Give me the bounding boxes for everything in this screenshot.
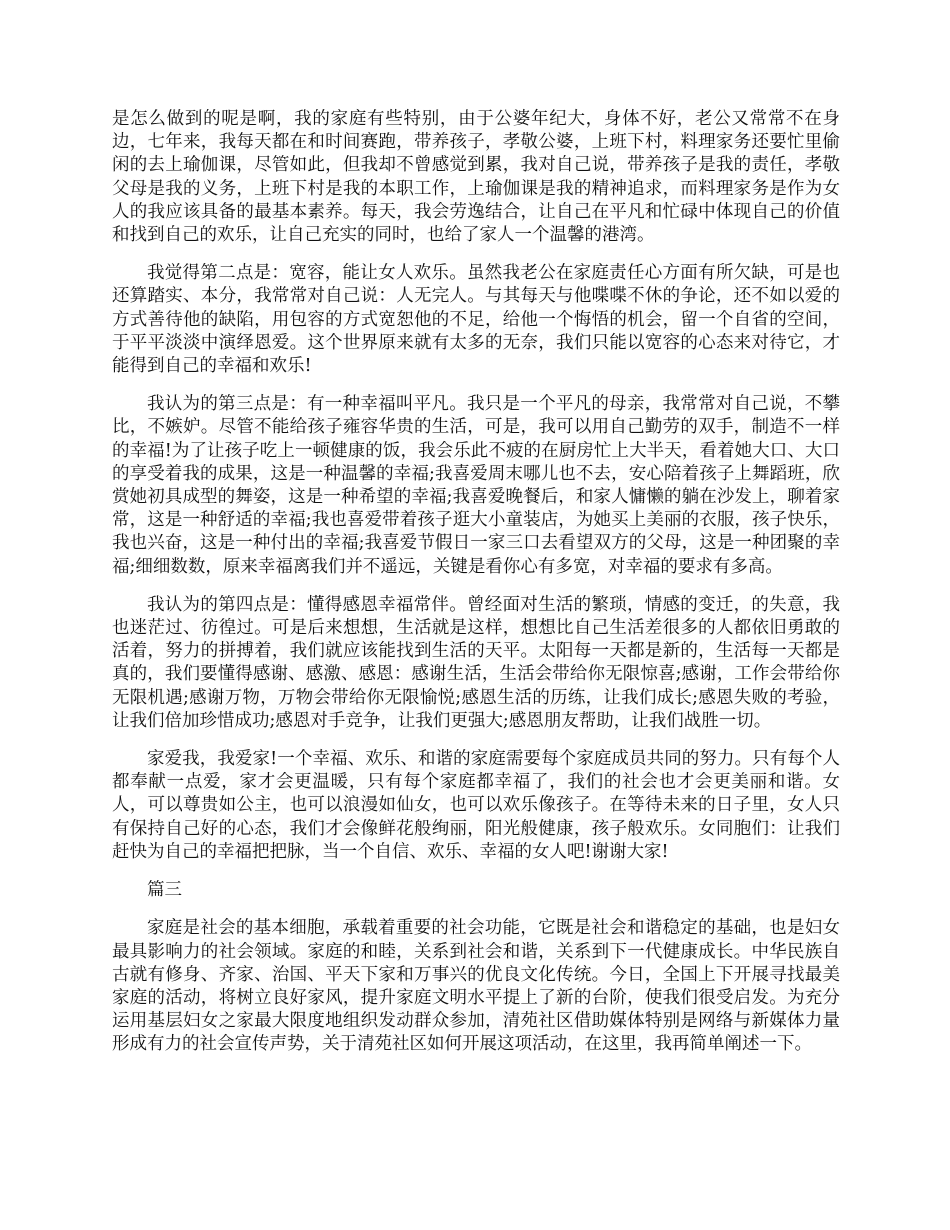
paragraph-family-basic-cell: 家庭是社会的基本细胞，承载着重要的社会功能，它既是社会和谐稳定的基础，也是妇女最具影响力的社会领域。家庭的和睦，关系到社会和谐，关系到下一代健康成长。中华民族自古就有修身、齐家、治国、平天下家和万事兴的优良文化传统。今日，全国上下开展寻找最美家庭的活动，将树立良好家风，提升家庭文明水平提上了新的台阶，使我们很受启发。为充分运用基层妇女之家最大限度地组织发动群众参加，清苑社区借助媒体特别是网络与新媒体力量形成有力的社会宣传声势，关于清苑社区如何开展这项活动，在这里，我再简单阐述一下。: [112, 918, 840, 1055]
paragraph-tolerance: 我觉得第二点是：宽容，能让女人欢乐。虽然我老公在家庭责任心方面有所欠缺，可是也还算踏实、本分，我常常对自己说：人无完人。与其每天与他喋喋不休的争论，还不如以爱的方式善待他的缺陷，用包容的方式宽恕他的不足，给他一个悔悟的机会，留一个自省的空间，于平平淡淡中演绎恩爱。这个世界原来就有太多的无奈，我们只能以宽容的心态来对待它，才能得到自己的幸福和欢乐!: [112, 263, 840, 377]
paragraph-gratitude: 我认为的第四点是：懂得感恩幸福常伴。曾经面对生活的繁琐，情感的变迁，的失意，我也迷茫过、彷徨过。可是后来想想，生活就是这样，想想比自己生活差很多的人都依旧勇敢的活着，努力的拼搏着，我们就应该能找到生活的天平。太阳每一天都是新的，生活每一天都是真的，我们要懂得感谢、感激、感恩：感谢生活，生活会带给你无限惊喜;感谢，工作会带给你无限机遇;感谢万物，万物会带给你无限愉悦;感恩生活的历练，让我们成长;感恩失败的考验，让我们倍加珍惜成功;感恩对手竞争，让我们更强大;感恩朋友帮助，让我们战胜一切。: [112, 594, 840, 731]
paragraph-intro: 是怎么做到的呢是啊，我的家庭有些特别，由于公婆年纪大，身体不好，老公又常常不在身边，七年来，我每天都在和时间赛跑，带养孩子，孝敬公婆，上班下村，料理家务还要忙里偷闲的去上瑜伽课，尽管如此，但我却不曾感觉到累，我对自己说，带养孩子是我的责任，孝敬父母是我的义务，上班下村是我的本职工作，上瑜伽课是我的精神追求，而料理家务是作为女人的我应该具备的最基本素养。每天，我会劳逸结合，让自己在平凡和忙碌中体现自己的价值和找到自己的欢乐，让自己充实的同时，也给了家人一个温馨的港湾。: [112, 109, 840, 246]
section-heading: 篇三: [147, 880, 182, 901]
paragraph-home-love: 家爱我，我爱家!一个幸福、欢乐、和谐的家庭需要每个家庭成员共同的努力。只有每个人都奉献一点爱，家才会更温暖，只有每个家庭都幸福了，我们的社会也才会更美丽和谐。女人，可以尊贵如公主，也可以浪漫如仙女，也可以欢乐像孩子。在等待未来的日子里，女人只有保持自己好的心态，我们才会像鲜花般绚丽，阳光般健康，孩子般欢乐。女同胞们：让我们赶快为自己的幸福把把脉，当一个自信、欢乐、幸福的女人吧!谢谢大家!: [112, 749, 840, 862]
document-page: [112, 108, 840, 1072]
paragraph-ordinary-happiness: 我认为的第三点是：有一种幸福叫平凡。我只是一个平凡的母亲，我常常对自己说，不攀比，不嫉妒。尽管不能给孩子雍容华贵的生活，可是，我可以用自己勤劳的双手，制造不一样的幸福!为了让孩子吃上一顿健康的饭，我会乐此不疲的在厨房忙上大半天，看着她大口、大口的享受着我的成果，这是一种温馨的幸福;我喜爱周末哪儿也不去，安心陪着孩子上舞蹈班，欣赏她初具成型的舞姿，这是一种希望的幸福;我喜爱晚餐后，和家人慵懒的躺在沙发上，聊着家常，这是一种舒适的幸福;我也喜爱带着孩子逛大小童装店，为她买上美丽的衣服，孩子快乐，我也兴奋，这是一种付出的幸福;我喜爱节假日一家三口去看望双方的父母，这是一种团聚的幸福;细细数数，原来幸福离我们并不遥远，关键是看你心有多宽，对幸福的要求有多高。: [112, 394, 840, 577]
